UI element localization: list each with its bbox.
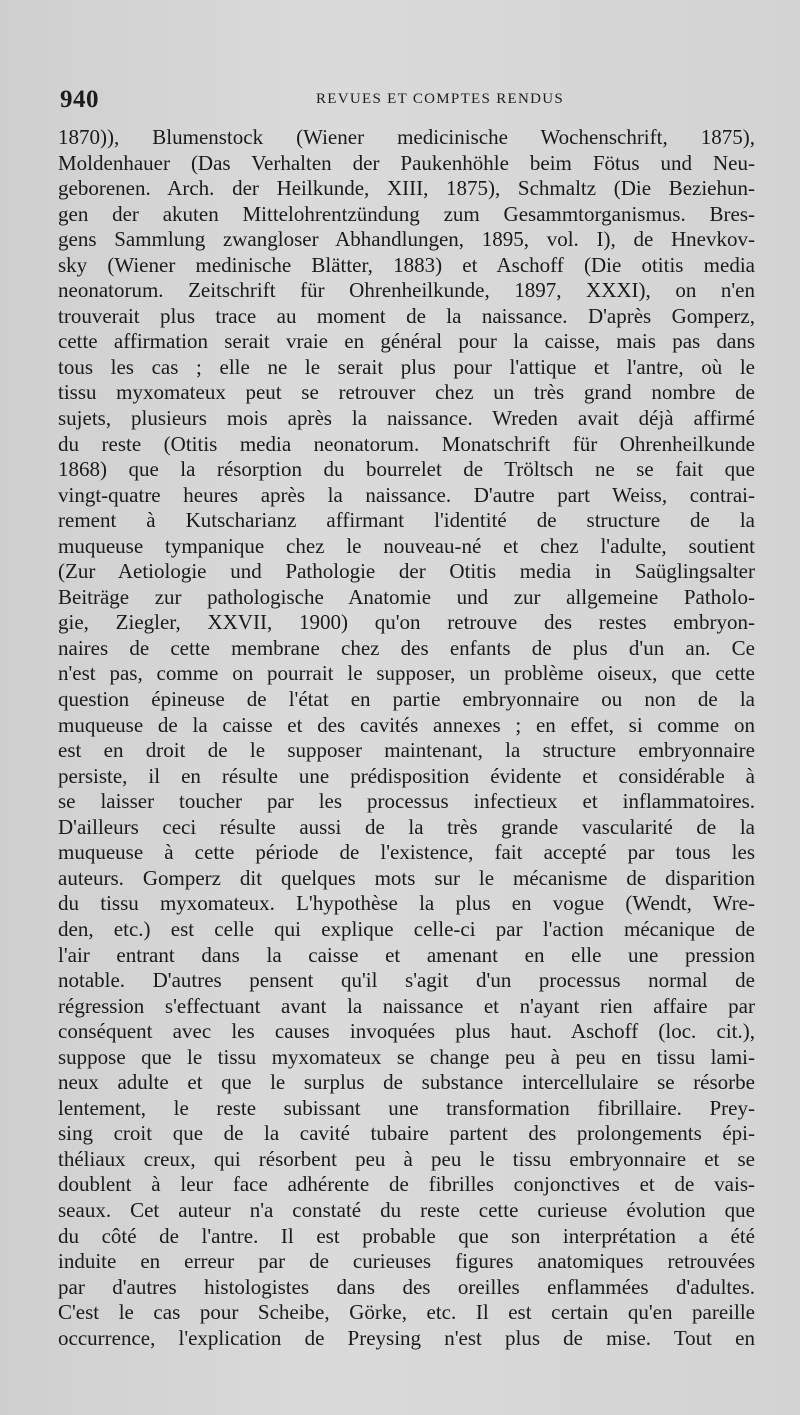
text-line: rement à Kutscharianz affirmant l'identité de structure de la bbox=[58, 508, 755, 533]
text-line: Moldenhauer (Das Verhalten der Paukenhöhle beim Fötus und Neu- bbox=[58, 150, 755, 175]
text-line: neux adulte et que le surplus de substance intercellulaire se résorbe bbox=[58, 1070, 755, 1095]
page-number: 940 bbox=[60, 86, 99, 113]
text-line: question épineuse de l'état en partie embryonnaire ou non de la bbox=[58, 687, 755, 712]
text-line: (Zur Aetiologie und Pathologie der Otitis media in Saüglingsalter bbox=[58, 559, 755, 584]
text-line: muqueuse à cette période de l'existence, fait accepté par tous les bbox=[58, 840, 755, 865]
text-line: du tissu myxomateux. L'hypothèse la plus en vogue (Wendt, Wre- bbox=[58, 891, 755, 916]
running-title: REVUES ET COMPTES RENDUS bbox=[315, 91, 565, 107]
text-line: cette affirmation serait vraie en général pour la caisse, mais pas dans bbox=[58, 329, 755, 354]
text-line: sing croit que de la cavité tubaire partent des prolongements épi- bbox=[58, 1121, 755, 1146]
text-line: vingt-quatre heures après la naissance. D'autre part Weiss, contrai- bbox=[58, 482, 755, 507]
text-line: notable. D'autres pensent qu'il s'agit d'un processus normal de bbox=[58, 968, 755, 993]
text-line: muqueuse tympanique chez le nouveau-né et chez l'adulte, soutient bbox=[58, 533, 755, 558]
text-line: conséquent avec les causes invoquées plus haut. Aschoff (loc. cit.), bbox=[58, 1019, 755, 1044]
text-line: l'air entrant dans la caisse et amenant en elle une pression bbox=[58, 942, 755, 967]
text-line: suppose que le tissu myxomateux se change peu à peu en tissu lami- bbox=[58, 1044, 755, 1069]
text-line: lentement, le reste subissant une transformation fibrillaire. Prey- bbox=[58, 1095, 755, 1120]
text-line: C'est le cas pour Scheibe, Görke, etc. Il est certain qu'en pareille bbox=[58, 1300, 755, 1325]
text-line: doublent à leur face adhérente de fibrilles conjonctives et de vais- bbox=[58, 1172, 755, 1197]
text-line: neonatorum. Zeitschrift für Ohrenheilkunde, 1897, XXXI), on n'en bbox=[58, 278, 755, 303]
text-line: naires de cette membrane chez des enfants de plus d'un an. Ce bbox=[58, 635, 755, 660]
text-line: 1870)), Blumenstock (Wiener medicinische Wochenschrift, 1875), bbox=[58, 125, 755, 149]
text-line: se laisser toucher par les processus infectieux et inflammatoires. bbox=[58, 789, 755, 814]
text-line: muqueuse de la caisse et des cavités annexes ; en effet, si comme on bbox=[58, 712, 755, 737]
text-line: tous les cas ; elle ne le serait plus pour l'attique et l'antre, où le bbox=[58, 354, 755, 379]
text-line: induite en erreur par de curieuses figures anatomiques retrouvées bbox=[58, 1249, 755, 1274]
text-line: gie, Ziegler, XXVII, 1900) qu'on retrouve des restes embryon- bbox=[58, 610, 755, 635]
text-line: seaux. Cet auteur n'a constaté du reste cette curieuse évolution que bbox=[58, 1197, 755, 1222]
text-line: sujets, plusieurs mois après la naissance. Wreden avait déjà affirmé bbox=[58, 406, 755, 431]
text-line: sky (Wiener medinische Blätter, 1883) et Aschoff (Die otitis media bbox=[58, 252, 755, 277]
text-line: occurrence, l'explication de Preysing n'est plus de mise. Tout en bbox=[58, 1325, 755, 1350]
text-line: den, etc.) est celle qui explique celle-ci par l'action mécanique de bbox=[58, 916, 755, 941]
text-line: auteurs. Gomperz dit quelques mots sur le mécanisme de disparition bbox=[58, 865, 755, 890]
body-text bbox=[58, 125, 755, 1351]
text-line: D'ailleurs ceci résulte aussi de la très grande vascularité de la bbox=[58, 814, 755, 839]
text-line: n'est pas, comme on pourrait le supposer, un problème oiseux, que cette bbox=[58, 661, 755, 686]
text-line: geborenen. Arch. der Heilkunde, XIII, 1875), Schmaltz (Die Beziehun- bbox=[58, 176, 755, 201]
text-line: persiste, il en résulte une prédisposition évidente et considérable à bbox=[58, 763, 755, 788]
text-line: gens Sammlung zwangloser Abhandlungen, 1895, vol. I), de Hnevkov- bbox=[58, 227, 755, 252]
text-line: régression s'effectuant avant la naissance et n'ayant rien affaire par bbox=[58, 993, 755, 1018]
text-line: théliaux creux, qui résorbent peu à peu le tissu embryonnaire et se bbox=[58, 1146, 755, 1171]
text-line: tissu myxomateux peut se retrouver chez un très grand nombre de bbox=[58, 380, 755, 405]
text-line: gen der akuten Mittelohrentzündung zum Gesammtorganismus. Bres- bbox=[58, 201, 755, 226]
text-line: trouverait plus trace au moment de la naissance. D'après Gomperz, bbox=[58, 303, 755, 328]
text-line: est en droit de le supposer maintenant, la structure embryonnaire bbox=[58, 738, 755, 763]
text-line: du reste (Otitis media neonatorum. Monatschrift für Ohrenheilkunde bbox=[58, 431, 755, 456]
text-line: du côté de l'antre. Il est probable que son interprétation a été bbox=[58, 1223, 755, 1248]
page-header bbox=[60, 86, 760, 116]
text-line: par d'autres histologistes dans des oreilles enflammées d'adultes. bbox=[58, 1274, 755, 1299]
text-line: 1868) que la résorption du bourrelet de Tröltsch ne se fait que bbox=[58, 457, 755, 482]
text-line: Beiträge zur pathologische Anatomie und zur allgemeine Patholo- bbox=[58, 584, 755, 609]
